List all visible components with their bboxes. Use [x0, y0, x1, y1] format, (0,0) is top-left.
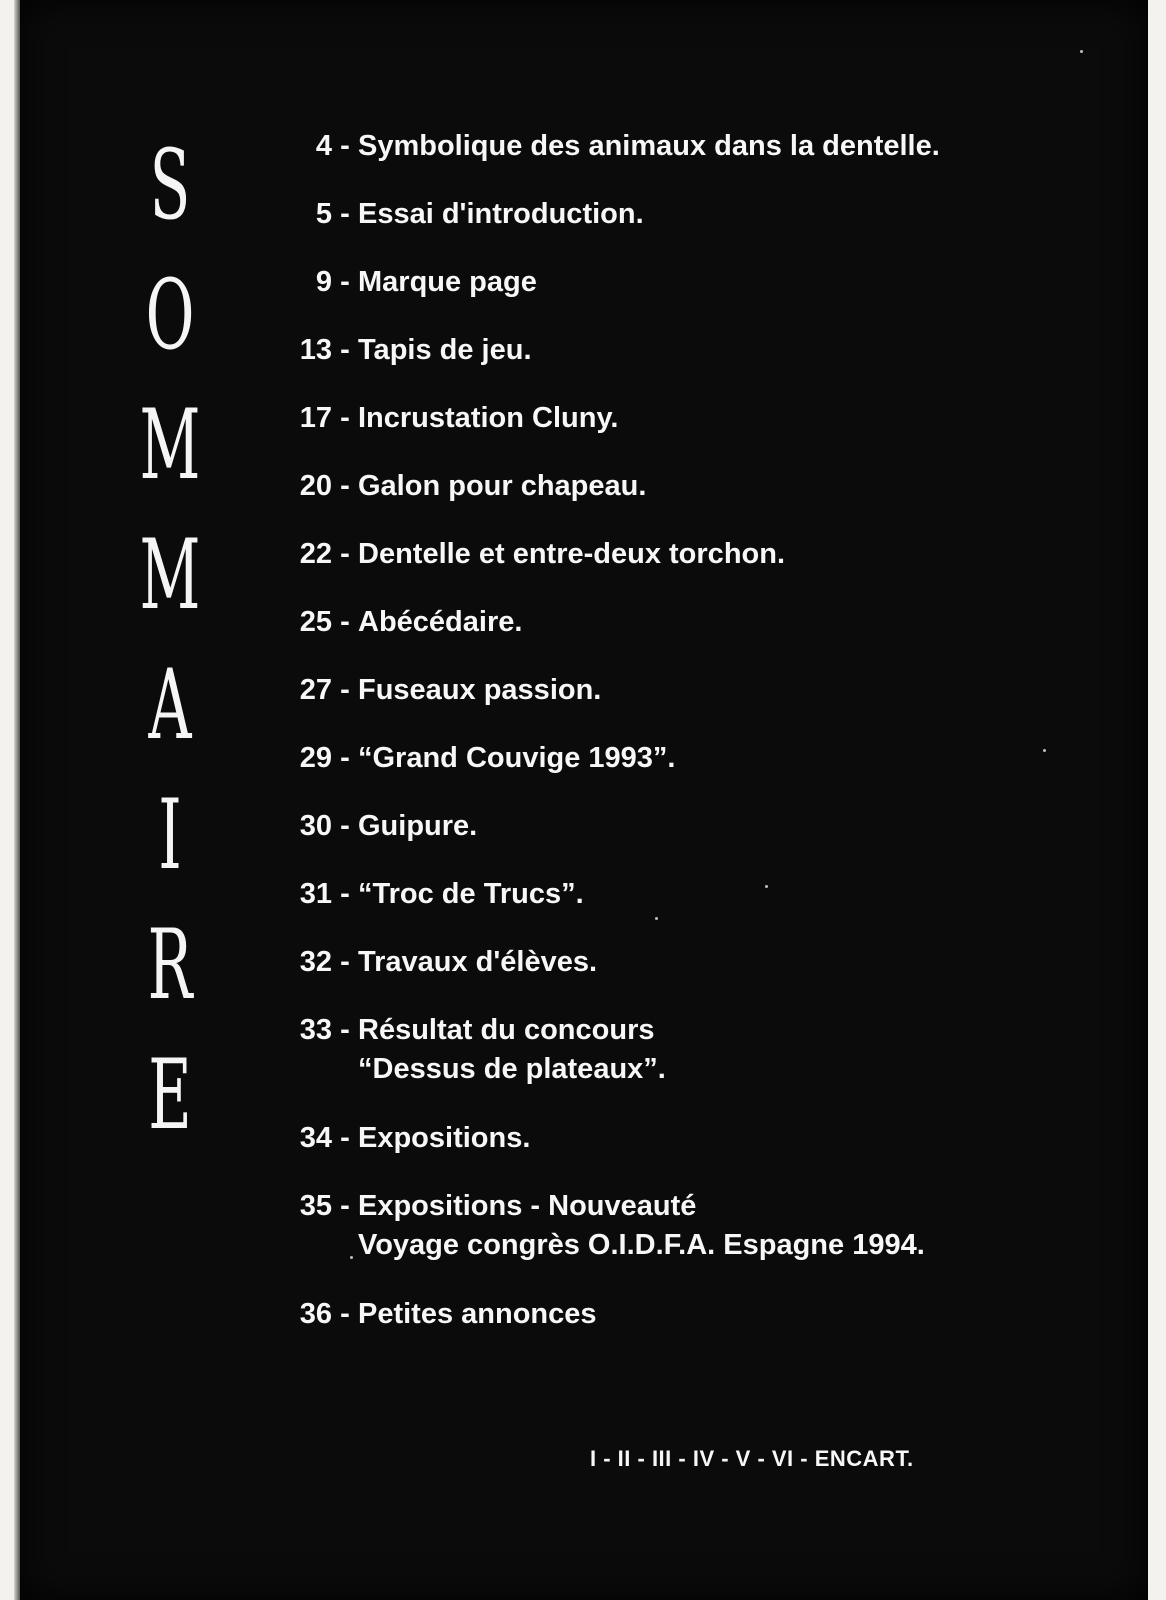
page-number: 35 [299, 1190, 332, 1222]
entry-separator: - [340, 946, 350, 978]
page-number: 25 [299, 606, 332, 638]
entry-title-line: “Dessus de plateaux”. [358, 1053, 666, 1085]
page-number: 29 [299, 742, 332, 774]
entry-title [358, 671, 1042, 709]
page-number: 34 [299, 1122, 332, 1154]
toc-entry [282, 399, 1042, 437]
entry-separator: - [340, 742, 350, 774]
entry-title-line: Marque page [358, 266, 537, 298]
title-letter: O [145, 259, 195, 371]
entry-separator: - [340, 402, 350, 434]
dust-speck [1043, 749, 1046, 752]
entry-separator: - [340, 878, 350, 910]
entry-title-line: Galon pour chapeau. [358, 470, 647, 502]
toc-entry [282, 535, 1042, 573]
entry-title-line: Dentelle et entre-deux torchon. [358, 538, 786, 570]
encart-line: I - II - III - IV - V - VI - ENCART. [590, 1446, 914, 1471]
toc-entry [282, 1011, 1042, 1089]
entry-separator: - [340, 130, 350, 162]
entry-separator: - [340, 810, 350, 842]
entry-title-line: Symbolique des animaux dans la dentelle. [358, 130, 940, 162]
entry-title [358, 875, 1042, 913]
entry-title-line: “Troc de Trucs”. [358, 878, 584, 910]
entry-title-line: Expositions. [358, 1122, 531, 1154]
dust-speck [765, 885, 768, 888]
entry-title [358, 1119, 1042, 1157]
entry-separator: - [340, 334, 350, 366]
entry-separator: - [340, 538, 350, 570]
toc-entry [282, 1119, 1042, 1157]
entry-title-line: Incrustation Cluny. [358, 402, 619, 434]
title-letter: M [139, 519, 201, 631]
dust-speck [1080, 50, 1083, 53]
entry-title [358, 331, 1042, 369]
entry-title [358, 195, 1042, 233]
entry-title [358, 127, 1042, 165]
entry-separator: - [340, 1190, 350, 1222]
title-letter: M [139, 389, 201, 501]
title-letter: I [158, 779, 182, 891]
page-number: 22 [299, 538, 332, 570]
entry-title [358, 739, 1042, 777]
vertical-title-sommaire [120, 120, 220, 1160]
entry-title [358, 1187, 1042, 1265]
toc-entry [282, 467, 1042, 505]
entry-title [358, 263, 1042, 301]
entry-separator: - [340, 1014, 350, 1046]
page-number: 13 [299, 334, 332, 366]
toc-entry [282, 195, 1042, 233]
title-letter: E [148, 1039, 192, 1151]
page-number: 27 [299, 674, 332, 706]
entry-title-line: Voyage congrès O.I.D.F.A. Espagne 1994. [358, 1229, 925, 1261]
entry-title-line: Fuseaux passion. [358, 674, 602, 706]
entry-separator: - [340, 470, 350, 502]
entry-title [358, 1011, 1042, 1089]
page-number: 9 [315, 266, 332, 298]
dust-speck [350, 1256, 353, 1259]
entry-title [358, 807, 1042, 845]
toc-entry [282, 671, 1042, 709]
title-letter: A [148, 649, 192, 761]
page-number: 5 [315, 198, 332, 230]
page-number: 36 [299, 1298, 332, 1330]
toc-entry [282, 943, 1042, 981]
entry-title-line: Essai d'introduction. [358, 198, 644, 230]
entry-title [358, 943, 1042, 981]
entry-title [358, 603, 1042, 641]
page-number: 32 [299, 946, 332, 978]
entry-title [358, 467, 1042, 505]
entry-title [358, 1295, 1042, 1333]
toc-entry [282, 331, 1042, 369]
entry-separator: - [340, 606, 350, 638]
entry-title-line: Expositions - Nouveauté [358, 1190, 697, 1222]
toc-entry [282, 1295, 1042, 1333]
page-number: 17 [299, 402, 332, 434]
entry-title-line: Guipure. [358, 810, 478, 842]
toc-list [282, 127, 1042, 1363]
title-letter: R [147, 909, 193, 1021]
entry-separator: - [340, 674, 350, 706]
entry-title-line: Tapis de jeu. [358, 334, 532, 366]
toc-entry [282, 739, 1042, 777]
entry-title-line: “Grand Couvige 1993”. [358, 742, 676, 774]
page-number: 31 [299, 878, 332, 910]
entry-title-line: Abécédaire. [358, 606, 523, 638]
entry-title [358, 535, 1042, 573]
dust-speck [655, 917, 658, 920]
entry-title-line: Résultat du concours [358, 1014, 655, 1046]
page-number: 33 [299, 1014, 332, 1046]
page-number: 30 [299, 810, 332, 842]
page-number: 4 [315, 130, 332, 162]
entry-separator: - [340, 1298, 350, 1330]
toc-entry [282, 263, 1042, 301]
entry-separator: - [340, 198, 350, 230]
entry-title [358, 399, 1042, 437]
entry-separator: - [340, 1122, 350, 1154]
toc-entry [282, 807, 1042, 845]
toc-entry [282, 603, 1042, 641]
page-number: 20 [299, 470, 332, 502]
toc-entry [282, 875, 1042, 913]
entry-separator: - [340, 266, 350, 298]
title-letter: S [149, 129, 191, 241]
toc-entry [282, 1187, 1042, 1265]
entry-title-line: Travaux d'élèves. [358, 946, 598, 978]
entry-title-line: Petites annonces [358, 1298, 597, 1330]
toc-entry [282, 127, 1042, 165]
